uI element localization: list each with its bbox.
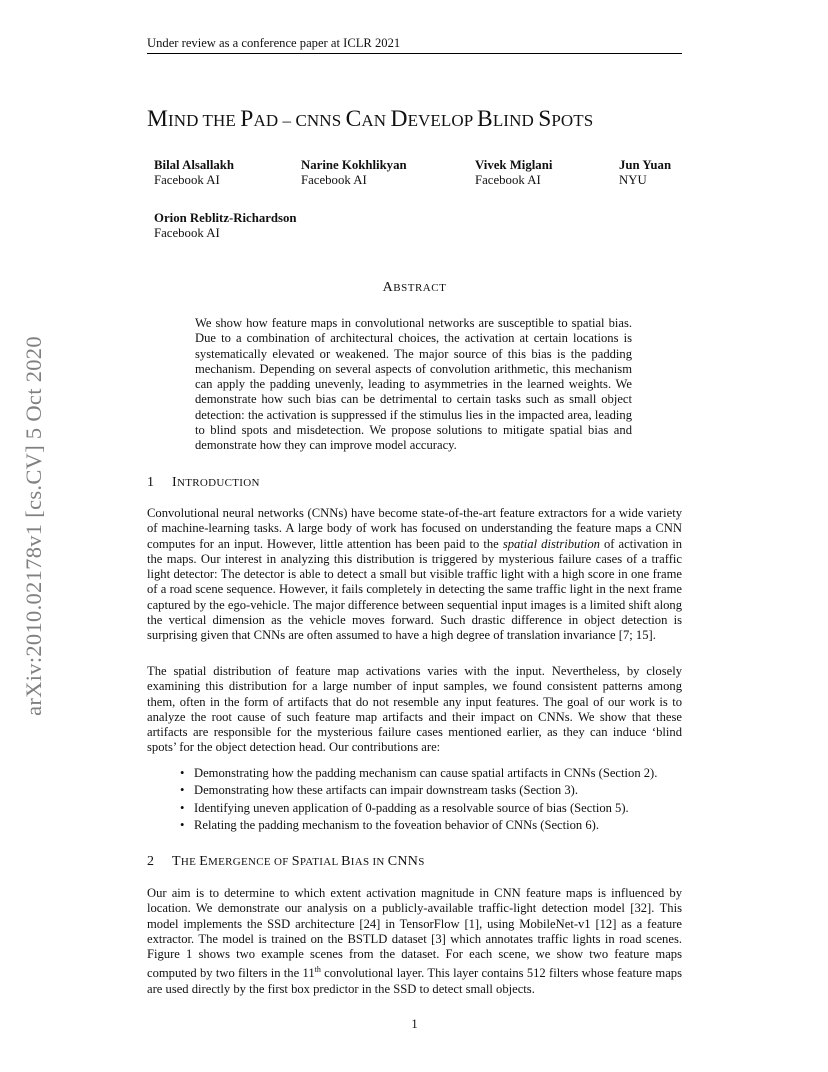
title-part: AD – CNN bbox=[253, 111, 332, 130]
list-item: • Demonstrating how these artifacts can impair downstream tasks (Section 3). bbox=[180, 782, 682, 799]
title-part: P bbox=[240, 106, 254, 132]
author-block bbox=[475, 158, 552, 188]
section2-paragraph: Our aim is to determine to which extent activation magnitude in CNN feature maps is influenced by location. We demonstrate our analysis on a publicly-available traffic-light detection model [32]. This model implements the SSD architecture [24] in TensorFlow [1], using MobileNet-v1 [12] as a feature extractor. The model is trained on the BSTLD dataset [3] which annotates traffic lights in road scenes. Figure 1 shows two example scenes from the dataset. For each scene, we show two feature maps computed by two filters in the 11th convolutional layer. This layer contains 512 filters whose feature maps are used directly by the first box predictor in the SSD to detect small objects. bbox=[147, 886, 682, 996]
page-number: 1 bbox=[411, 1017, 418, 1031]
author-block bbox=[619, 158, 671, 188]
author-name: Jun Yuan bbox=[619, 158, 672, 172]
author-block bbox=[301, 158, 407, 188]
section-heading-introduction: 1 INTRODUCTION bbox=[147, 475, 260, 490]
author-affiliation: Facebook AI bbox=[301, 173, 367, 187]
author-block bbox=[154, 211, 297, 241]
title-part: AN bbox=[361, 111, 391, 130]
paper-title bbox=[147, 106, 707, 133]
author-name: Vivek Miglani bbox=[475, 158, 553, 172]
running-header: Under review as a conference paper at ICLR 2021 bbox=[147, 36, 401, 50]
header-rule bbox=[147, 53, 682, 54]
title-part: LIND bbox=[492, 111, 539, 130]
author-name: Orion Reblitz-Richardson bbox=[154, 211, 297, 225]
intro-paragraph-2: The spatial distribution of feature map activations varies with the input. Nevertheless, by closely examining this distribution for a large number of input samples, we found consistent patterns among them, often in the form of artifacts that do not resemble any input features. The goal of our work is to analyze the root cause of such feature map artifacts and their impact on CNNs. We show that these artifacts are responsible for the mysterious failure cases mentioned earlier, as they can induce ‘blind spots’ for the object detection head. Our contributions are: bbox=[147, 664, 682, 755]
author-affiliation: Facebook AI bbox=[475, 173, 541, 187]
title-part: D bbox=[390, 106, 408, 132]
title-part: M bbox=[147, 106, 168, 132]
section-heading-spatial-bias: 2 THE EMERGENCE OF SPATIAL BIAS IN CNNS bbox=[147, 854, 425, 869]
intro-paragraph-1: Convolutional neural networks (CNNs) have become state-of-the-art feature extractors for a wide variety of machine-learning tasks. A large body of work has focused on understanding the feature maps a CNN computes for an input. However, little attention has been paid to the spatial distribution of activation in the maps. Our interest in analyzing this distribution is triggered by mysterious failure cases of a traffic light detector: The detector is able to detect a small but visible traffic light with a high score in one frame of a road scene sequence. However, it fails completely in detecting the same traffic light in the next frame captured by the ego-vehicle. The major difference between sequential input images is a limited shift along the vertical dimension as the vehicle moves forward. Such drastic difference in object detection is surprising given that CNNs are often assumed to have a high degree of translation invariance [7; 15]. bbox=[147, 506, 683, 643]
author-affiliation: NYU bbox=[619, 173, 647, 187]
arxiv-stamp: arXiv:2010.02178v1 [cs.CV] 5 Oct 2020 bbox=[21, 336, 46, 716]
author-affiliation: Facebook AI bbox=[154, 226, 220, 240]
author-name: Bilal Alsallakh bbox=[154, 158, 235, 172]
abstract-text: We show how feature maps in convolutional networks are susceptible to spatial bias. Due to a combination of architectural choices, the activation at certain locations is systematically elevated or weakened. The major source of this bias is the padding mechanism. Depending on several aspects of convolution arithmetic, this mechanism can apply the padding unevenly, leading to asymmetries in the learned weights. We demonstrate how such bias can be detrimental to certain tasks such as small object detection: the activation is suppressed if the stimulus lies in the impacted area, leading to blind spots and misdetection. We propose solutions to mitigate spatial bias and demonstrate how they can improve model accuracy. bbox=[195, 316, 632, 453]
title-part: S bbox=[538, 106, 552, 132]
contributions-list bbox=[180, 765, 682, 835]
abstract-heading: ABSTRACT bbox=[382, 280, 447, 295]
list-item: • Relating the padding mechanism to the foveation behavior of CNNs (Section 6). bbox=[180, 817, 682, 834]
author-affiliation: Facebook AI bbox=[154, 173, 220, 187]
title-part: S bbox=[331, 111, 346, 130]
title-part: C bbox=[345, 106, 362, 132]
list-item: • Identifying uneven application of 0-padding as a resolvable source of bias (Section 5). bbox=[180, 800, 682, 817]
author-name: Narine Kokhlikyan bbox=[301, 158, 407, 172]
author-block bbox=[154, 158, 234, 188]
list-item: • Demonstrating how the padding mechanism can cause spatial artifacts in CNNs (Section 2). bbox=[180, 765, 682, 782]
title-part: B bbox=[477, 106, 493, 132]
title-part: POTS bbox=[551, 111, 594, 130]
title-part: IND THE bbox=[168, 111, 241, 130]
title-part: EVELOP bbox=[407, 111, 478, 130]
